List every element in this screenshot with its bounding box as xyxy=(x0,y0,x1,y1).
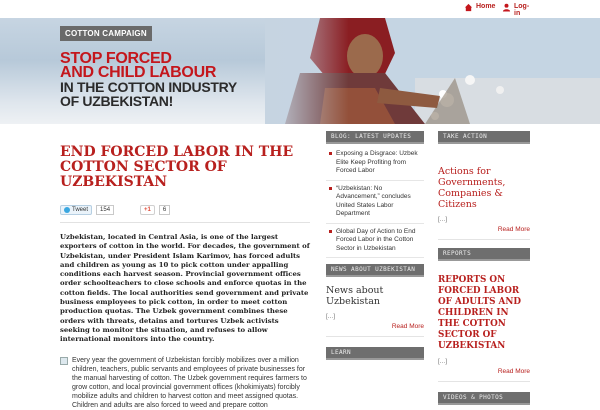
nav-home-label: Home xyxy=(476,3,496,10)
article-intro: Uzbekistan, located in Central Asia, is one of the largest exporters of cotton in the world. For decades, the government of Uzbekistan, under President Islam Karimov, has forced adults and children as young as 10 to pick cotton under appalling conditions each harvest season. Provincial government offices order schoolteachers to close schools and enforce quotas in the cotton fields. The local authorities send government and private business employees to pick cotton, in order to meet cotton production quotas. The Uzbek government combines these orders with threats, detains and tortures Uzbek activists seeking to monitor the situation, and refuses to allow international monitors into the country. xyxy=(60,233,310,344)
tweet-count: 154 xyxy=(96,205,114,215)
news-widget-header: NEWS ABOUT UZBEKISTAN xyxy=(326,264,424,277)
news-read-more-link[interactable]: Read More xyxy=(391,323,424,330)
tweet-label: Tweet xyxy=(72,207,89,213)
take-action-excerpt: [...] xyxy=(438,216,448,223)
bullet-icon xyxy=(60,357,68,365)
news-widget-title[interactable]: News about Uzbekistan xyxy=(326,285,384,307)
blog-updates-list xyxy=(326,150,424,258)
take-action-read-more-link[interactable]: Read More xyxy=(497,226,530,233)
main-article xyxy=(60,145,310,410)
videos-widget-header: VIDEOS & PHOTOS xyxy=(438,392,530,405)
take-action-widget-header: TAKE ACTION xyxy=(438,131,530,144)
share-bar xyxy=(60,204,310,216)
blog-item[interactable]: Exposing a Disgrace: Uzbek Elite Keep Profiting from Forced Labor xyxy=(326,150,424,181)
headline-line-1: STOP FORCED xyxy=(60,50,172,67)
nav-login-label: Log-in xyxy=(514,3,530,17)
sidebar-right xyxy=(438,131,530,405)
sidebar-middle xyxy=(326,131,424,360)
twitter-bird-icon xyxy=(64,207,70,213)
take-action-divider xyxy=(438,239,530,240)
home-icon xyxy=(464,3,473,12)
banner-headline xyxy=(60,52,237,108)
nav-login-link[interactable] xyxy=(502,3,528,17)
headline-line-3: IN THE COTTON INDUSTRY xyxy=(60,79,237,95)
headline-line-2: AND CHILD LABOUR xyxy=(60,64,217,81)
reports-excerpt: [...] xyxy=(438,358,448,365)
take-action-title[interactable]: Actions for Governments, Companies & Citizens xyxy=(438,166,506,210)
user-icon xyxy=(502,3,511,12)
banner-photo-girl-cotton xyxy=(265,18,600,124)
blog-item[interactable]: “Uzbekistan: No Advancement,” concludes United States Labor Department xyxy=(326,185,424,224)
headline-line-4: OF UZBEKISTAN! xyxy=(60,93,173,109)
tweet-button[interactable] xyxy=(60,205,92,215)
nav-home-link[interactable] xyxy=(464,3,495,12)
google-plus-button[interactable]: +1 xyxy=(140,205,155,215)
header-banner xyxy=(0,18,600,124)
campaign-logo-label[interactable]: COTTON CAMPAIGN xyxy=(60,26,152,41)
news-excerpt: [...] xyxy=(326,313,336,320)
blog-widget-header: BLOG: LATEST UPDATES xyxy=(326,131,424,144)
reports-widget-header: REPORTS xyxy=(438,248,530,261)
reports-title[interactable]: REPORTS ON FORCED LABOR OF ADULTS AND CHILDREN IN THE COTTON SECTOR OF UZBEKISTAN xyxy=(438,275,522,351)
learn-widget-header: LEARN xyxy=(326,347,424,360)
article-bullet xyxy=(60,356,310,410)
blog-item[interactable]: Global Day of Action to End Forced Labor in the Cotton Sector in Uzbekistan xyxy=(326,228,424,259)
top-navigation xyxy=(0,0,600,18)
article-bullet-text: Every year the government of Uzbekistan forcibly mobilizes over a million children, teachers, public servants and employees of private businesses for the manual harvesting of cotton. The Uzbek government requires farmers to grow cotton, and local provincial government offices (khokimiyats) forcibly mobilize adults and children to harvest cotton and meet assigned quotas. Children and adults are also forced to weed and prepare cotton xyxy=(72,356,307,410)
title-divider xyxy=(60,222,310,223)
google-plus-count: 6 xyxy=(159,205,170,215)
reports-read-more-link[interactable]: Read More xyxy=(497,368,530,375)
reports-divider xyxy=(438,381,530,382)
page-title: END FORCED LABOR IN THE COTTON SECTOR OF UZBEKISTAN xyxy=(60,144,294,190)
news-divider xyxy=(326,336,424,337)
